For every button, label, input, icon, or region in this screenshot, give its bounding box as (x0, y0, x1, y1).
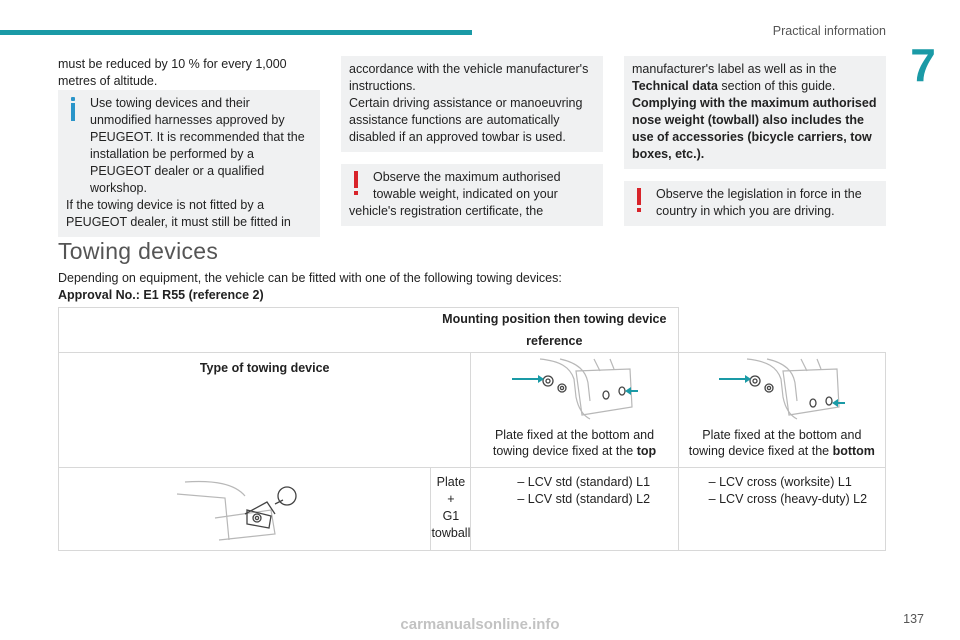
warning-note-continuation (624, 56, 886, 169)
desc-towball: G1 towball (431, 509, 471, 540)
warning-icon (350, 171, 362, 201)
list-item: – LCV std (standard) L1 (517, 475, 651, 489)
section-heading: Towing devices (58, 238, 219, 264)
type-of-device-label: Type of towing device (59, 353, 471, 468)
info-note-text: Use towing devices and their unmodified harnesses approved by PEUGEOT. It is recommended that the installation be performed by a PEUGEOT dealer or a qualified workshop. (90, 96, 305, 195)
legislation-warning-note (624, 181, 886, 226)
approval-number: Approval No.: E1 R55 (reference 2) (58, 288, 264, 302)
section-title: Practical information (772, 24, 886, 38)
column-1 (58, 56, 320, 249)
top-position-text: Plate fixed at the bottom and towing device fixed at the (492, 428, 655, 458)
info-icon (67, 97, 79, 127)
bottom-position-text: Plate fixed at the bottom and towing device fixed at the (688, 428, 862, 458)
warning-note-continued: vehicle's registration certificate, the (349, 204, 544, 218)
list-item: – LCV cross (heavy-duty) L2 (708, 492, 868, 506)
col2-note1-b: Certain driving assistance or manoeuvring assistance functions are automatically disabled if an approved towbar is used. (349, 96, 583, 144)
legislation-warning-text: Observe the legislation in force in the country in which you are driving. (656, 187, 862, 218)
section-intro (58, 270, 562, 304)
info-note-continuation (341, 56, 603, 152)
top-position-bold: top (636, 444, 657, 458)
col2-note1-a: accordance with the vehicle manufacturer's instructions. (349, 62, 589, 93)
warning-note (341, 164, 603, 226)
plate-bottom-diagram (717, 357, 847, 421)
plate-top-diagram (510, 357, 640, 421)
column-2 (341, 56, 603, 238)
mounting-bottom-cell (678, 353, 885, 468)
watermark: carmanualsonline.info (400, 616, 560, 633)
intro-text: Depending on equipment, the vehicle can be fitted with one of the following towing devices: (58, 271, 562, 285)
device-description-cell (431, 468, 471, 551)
towing-devices-table (58, 307, 886, 551)
list-item: – LCV std (standard) L2 (517, 492, 651, 506)
mounting-top-cell (471, 353, 678, 468)
bottom-position-bold: bottom (832, 444, 875, 458)
towball-image-cell (59, 468, 431, 551)
warning-icon (633, 188, 645, 218)
col3-note1-bold: Complying with the maximum authorised nose weight (towball) also includes the use of accessories (bicycle carriers, tow boxes, etc.). (632, 96, 877, 161)
desc-plus: + (447, 492, 455, 506)
page-number: 137 (903, 612, 924, 626)
warning-note-text: Observe the maximum authorised towable weight, indicated on your (373, 170, 561, 201)
info-note (58, 90, 320, 237)
column-3 (624, 56, 886, 238)
col1-lead: must be reduced by 10 % for every 1,000 metres of altitude. (58, 57, 287, 88)
desc-plate: Plate (436, 475, 466, 489)
info-note-continued: If the towing device is not fitted by a PEUGEOT dealer, it must still be fitted in (66, 198, 291, 229)
chapter-number: 7 (910, 39, 936, 91)
technical-data-ref: Technical data (632, 79, 718, 93)
list-item: – LCV cross (worksite) L1 (708, 475, 852, 489)
table-header: Mounting position then towing device reference (431, 308, 678, 353)
bottom-refs-cell (678, 468, 885, 551)
col3-note1-b: section of this guide. (717, 79, 836, 93)
towball-diagram (175, 474, 315, 544)
top-refs-cell (471, 468, 678, 551)
col3-note1-a: manufacturer's label as well as in the (632, 62, 837, 76)
header-accent-bar (0, 30, 472, 35)
